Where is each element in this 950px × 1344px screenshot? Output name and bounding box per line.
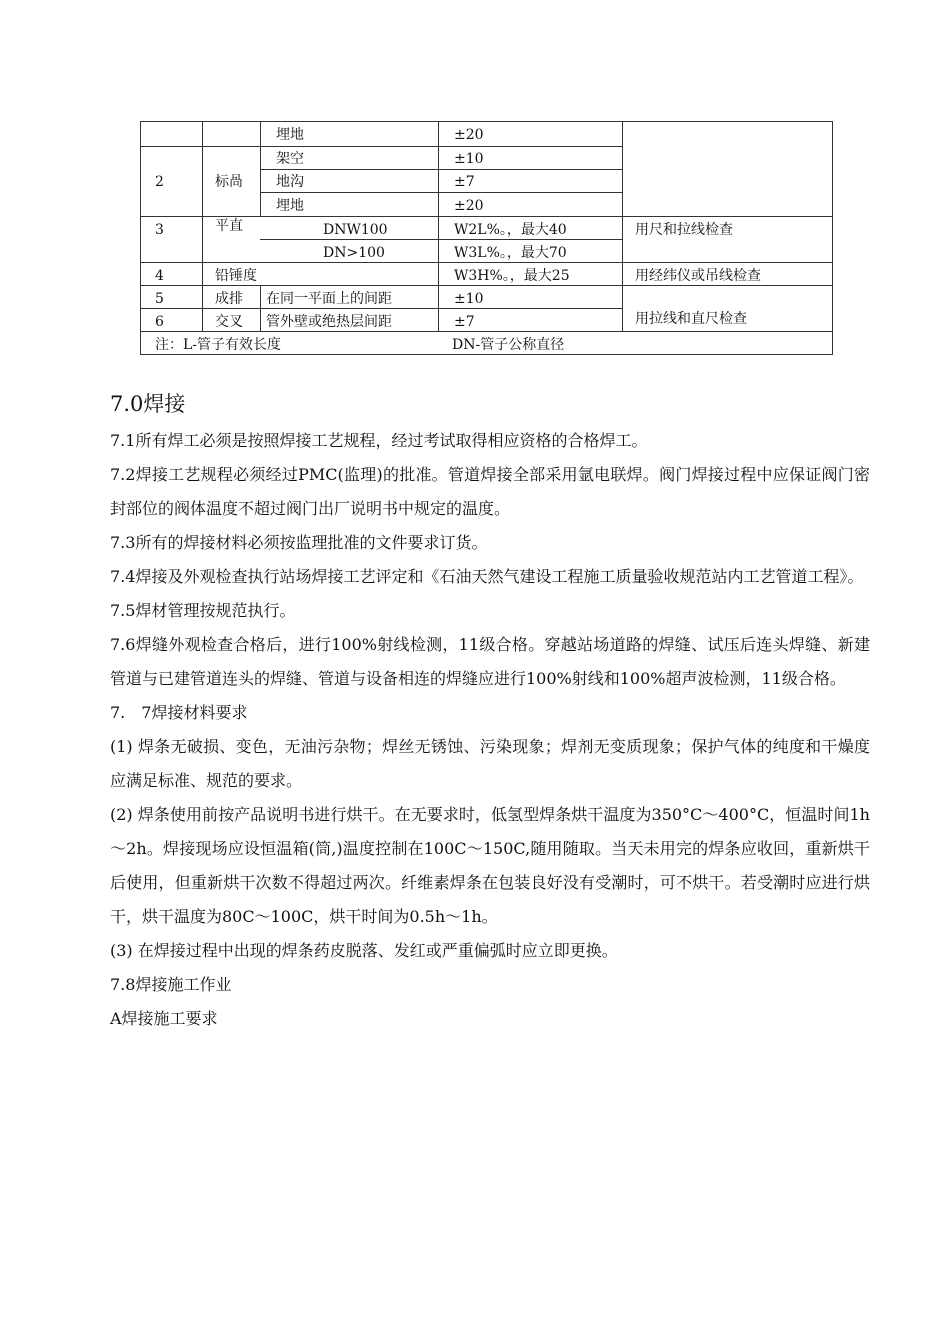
paragraph: 7.3所有的焊接材料必须按监理批准的文件要求订货。	[110, 533, 488, 552]
table-cell-method: 用经纬仪或吊线检查	[635, 268, 761, 284]
table-line	[140, 262, 833, 263]
table-line	[260, 192, 622, 193]
table-cell-item: 成排	[215, 291, 243, 307]
table-cell-no: 2	[155, 174, 164, 190]
table-line	[140, 331, 833, 332]
table-cell-method: 用尺和拉线检查	[635, 222, 733, 238]
table-cell-value: ±7	[454, 174, 475, 190]
paragraph: A焊接施工要求	[110, 1009, 218, 1028]
table-line	[260, 239, 622, 240]
paragraph: (3) 在焊接过程中出现的焊条药皮脱落、发红或严重偏弧时应立即更换。	[110, 941, 618, 960]
paragraph: 7.2焊接工艺规程必须经过PMC(监理)的批准。管道焊接全部采用氩电联焊。阀门焊接过程中应保证阀门密封部位的阀体温度不超过阀门出厂说明书中规定的温度。	[110, 465, 870, 518]
table-cell-sub: 埋地	[276, 127, 304, 143]
table-line	[140, 146, 622, 147]
section-heading: 7.0焊接	[110, 392, 186, 416]
table-cell-sub: 在同一平面上的间距	[266, 291, 392, 307]
table-cell-value: ±10	[454, 291, 484, 307]
table-cell-sub: 架空	[276, 151, 304, 167]
paragraph: 7.4焊接及外观检查执行站场焊接工艺评定和《石油天然气建设工程施工质量验收规范站内工艺管道工程》。	[110, 567, 864, 586]
table-cell-sub: 管外壁或绝热层间距	[266, 314, 392, 330]
table-cell-item: 铅锤度	[215, 268, 257, 284]
paragraph: 7.1所有焊工必须是按照焊接工艺规程，经过考试取得相应资格的合格焊工。	[110, 431, 648, 450]
table-cell-value: W2L%。，最大40	[454, 222, 567, 238]
table-cell-no: 5	[155, 291, 164, 307]
table-cell-method: 用拉线和直尺检查	[635, 311, 747, 327]
table-cell-value: ±20	[454, 127, 484, 143]
table-line	[140, 216, 833, 217]
table-line	[622, 121, 623, 331]
paragraph: 7.8焊接施工作业	[110, 975, 232, 994]
table-cell-item: 平直	[215, 218, 243, 234]
table-line	[260, 121, 261, 216]
table-line	[202, 121, 203, 331]
welding-section	[110, 388, 870, 1036]
table-cell-no: 3	[155, 222, 164, 238]
table-cell-value: W3H%。，最大25	[454, 268, 570, 284]
table-cell-sub: 地沟	[276, 174, 304, 190]
paragraph: 7. 7焊接材料要求	[110, 703, 248, 722]
table-line	[832, 121, 833, 354]
table-note-right: DN-管子公称直径	[452, 337, 565, 353]
table-cell-no: 4	[155, 268, 164, 284]
table-line	[140, 121, 141, 354]
table-cell-item: 交叉	[215, 314, 243, 330]
table-line	[140, 354, 833, 355]
table-cell-no: 6	[155, 314, 164, 330]
table-line	[438, 121, 439, 331]
paragraph: 7.5焊材管理按规范执行。	[110, 601, 296, 620]
table-cell-sub: DN>100	[323, 245, 385, 261]
table-line	[260, 169, 622, 170]
tolerance-table	[140, 121, 833, 354]
table-cell-sub: 埋地	[276, 198, 304, 214]
paragraph: (1) 焊条无破损、变色，无油污杂物；焊丝无锈蚀、污染现象；焊剂无变质现象；保护气体的纯度和干燥度应满足标准、规范的要求。	[110, 737, 870, 790]
table-note-left: 注：L-管子有效长度	[155, 337, 282, 353]
paragraph: (2) 焊条使用前按产品说明书进行烘干。在无要求时，低氢型焊条烘干温度为350°C～400°C，恒温时间1h～2h。焊接现场应设恒温箱(筒,)温度控制在100C～150C,随用随取。当天未用完的焊条应收回，重新烘干后使用，但重新烘干次数不得超过两次。纤维素焊条在包装良好没有受潮时，可不烘干。若受潮时应进行烘干，烘干温度为80C～100C，烘干时间为0.5h～1h。	[110, 805, 870, 926]
table-line	[140, 308, 622, 309]
paragraph: 7.6焊缝外观检查合格后，进行100%射线检测，11级合格。穿越站场道路的焊缝、试压后连头焊缝、新建管道与已建管道连头的焊缝、管道与设备相连的焊缝应进行100%射线和100%超声波检测，11级合格。	[110, 635, 870, 688]
table-cell-value: ±20	[454, 198, 484, 214]
table-line	[260, 285, 261, 331]
table-cell-value: W3L%。，最大70	[454, 245, 567, 261]
table-cell-item: 标咼	[215, 174, 243, 190]
table-line	[140, 121, 833, 122]
table-cell-sub: DNW100	[323, 222, 388, 238]
table-cell-value: ±10	[454, 151, 484, 167]
table-cell-value: ±7	[454, 314, 475, 330]
table-line	[140, 285, 833, 286]
